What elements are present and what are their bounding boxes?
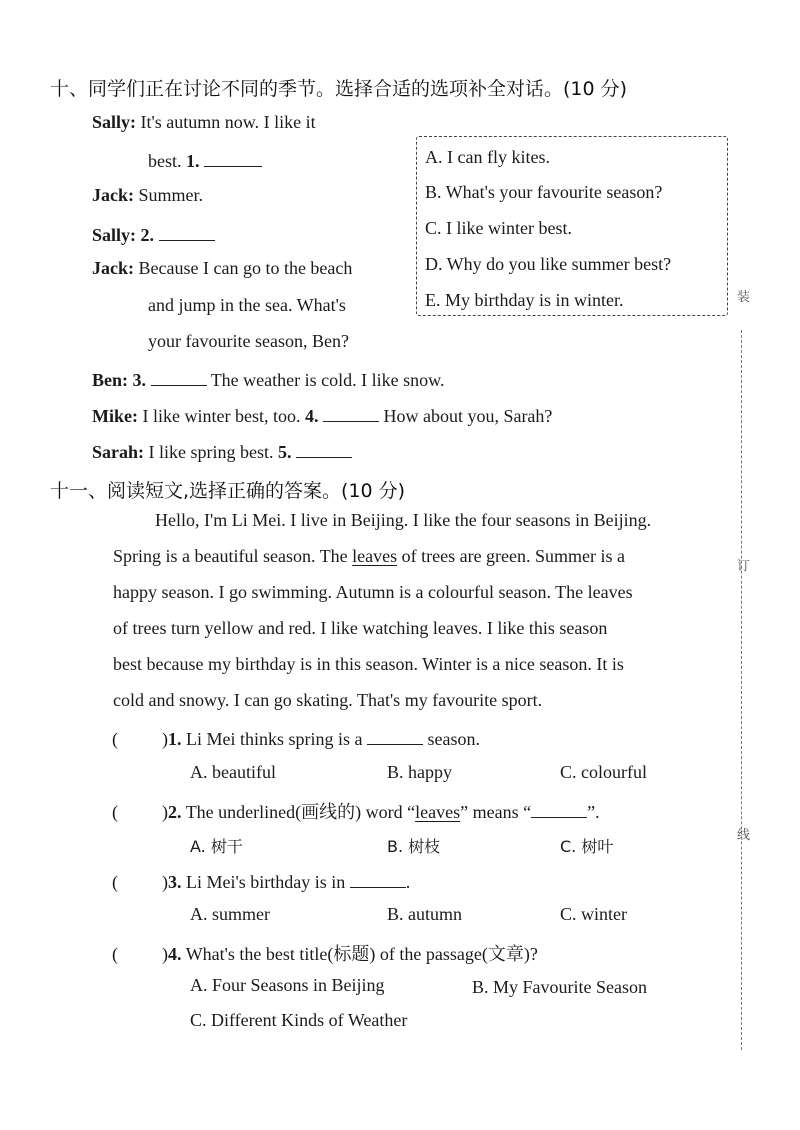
options-box (416, 136, 728, 316)
answer-paren-open[interactable]: ( (112, 944, 118, 964)
passage-line-1: Hello, I'm Li Mei. I live in Beijing. I like the four seasons in Beijing. (155, 510, 652, 530)
answer-paren-close: ) (162, 729, 168, 749)
option-d: D. Why do you like summer best? (425, 254, 672, 274)
dialogue-line-7: your favourite season, Ben? (148, 331, 349, 351)
question-blank (531, 799, 587, 818)
binding-mark-1: 装 (737, 290, 751, 305)
speaker: Mike: (92, 406, 138, 426)
speaker: Sally: (92, 225, 137, 245)
answer-paren-open[interactable]: ( (112, 802, 118, 822)
question-number: 1. (168, 729, 182, 749)
dialogue-line-6: and jump in the sea. What's (148, 295, 346, 315)
q3-choice-b[interactable]: B. autumn (387, 904, 462, 924)
answer-blank-4[interactable] (323, 403, 379, 422)
dialogue-line-2 (148, 148, 262, 172)
q1-choice-a[interactable]: A. beautiful (190, 762, 276, 782)
question-number: 2. (168, 802, 182, 822)
question-blank (367, 726, 423, 745)
answer-paren-close: ) (162, 802, 168, 822)
question-number: 3. (168, 872, 182, 892)
underlined-word: leaves (415, 802, 461, 822)
q1-choice-c[interactable]: C. colourful (560, 762, 647, 782)
binding-mark-2: 订 (737, 559, 751, 574)
passage-line-5: best because my birthday is in this season. Winter is a nice season. It is (113, 654, 624, 674)
dialogue-text: I like winter best, too. (142, 406, 301, 426)
question-text: Li Mei thinks spring is a (186, 729, 363, 749)
dialogue-text: The weather is cold. I like snow. (210, 370, 445, 390)
binding-line (741, 330, 742, 1050)
dialogue-text: best. (148, 151, 182, 171)
question-text: ” means “ (460, 802, 532, 822)
option-e: E. My birthday is in winter. (425, 290, 624, 310)
blank-number: 4. (304, 406, 319, 426)
passage-text: Spring is a beautiful season. The (113, 546, 353, 566)
answer-paren-open[interactable]: ( (112, 872, 118, 892)
answer-blank-1[interactable] (204, 148, 262, 167)
dialogue-line-8 (92, 367, 444, 391)
q4-choice-b[interactable]: B. My Favourite Season (472, 977, 647, 997)
answer-blank-3[interactable] (151, 367, 207, 386)
answer-blank-5[interactable] (296, 439, 352, 458)
passage-line-6: cold and snowy. I can go skating. That's my favourite sport. (113, 690, 543, 710)
dialogue-line-4 (92, 222, 215, 246)
question-blank (350, 869, 406, 888)
dialogue-line-5 (92, 258, 352, 279)
passage-line-3: happy season. I go swimming. Autumn is a colourful season. The leaves (113, 582, 633, 602)
answer-paren-open[interactable]: ( (112, 729, 118, 749)
question-number: 4. (168, 944, 182, 964)
option-b: B. What's your favourite season? (425, 182, 663, 202)
passage-text: of trees are green. Summer is a (397, 546, 626, 566)
dialogue-line-10 (92, 439, 352, 463)
speaker: Jack: (92, 258, 134, 278)
dialogue-text: Because I can go to the beach (138, 258, 353, 278)
dialogue-line-9 (92, 403, 552, 427)
answer-blank-2[interactable] (159, 222, 215, 241)
q4-choice-a[interactable]: A. Four Seasons in Beijing (190, 975, 385, 995)
q3-choice-c[interactable]: C. winter (560, 904, 627, 924)
dialogue-line-3 (92, 185, 203, 206)
section-10-title: 十、同学们正在讨论不同的季节。选择合适的选项补全对话。(10 分) (50, 78, 628, 100)
q4-choice-c[interactable]: C. Different Kinds of Weather (190, 1010, 408, 1030)
question-text: . (405, 872, 411, 892)
dialogue-text: Summer. (138, 185, 204, 205)
q3-choice-a[interactable]: A. summer (190, 904, 270, 924)
option-a: A. I can fly kites. (425, 147, 550, 167)
dialogue-line-1 (92, 112, 316, 133)
passage-line-4: of trees turn yellow and red. I like watching leaves. I like this season (113, 618, 608, 638)
passage-line-2 (113, 546, 625, 567)
question-1 (112, 726, 480, 750)
dialogue-text: It's autumn now. I like it (140, 112, 316, 132)
question-text: Li Mei's birthday is in (186, 872, 346, 892)
answer-paren-close: ) (162, 872, 168, 892)
q2-choice-c[interactable]: C. 树叶 (560, 837, 614, 856)
section-11-title: 十一、阅读短文,选择正确的答案。(10 分) (50, 480, 406, 502)
answer-paren-close: ) (162, 944, 168, 964)
question-text: ”. (587, 802, 600, 822)
speaker: Sally: (92, 112, 137, 132)
question-text: The underlined(画线的) word “ (185, 802, 416, 822)
q1-choice-b[interactable]: B. happy (387, 762, 452, 782)
question-text: season. (427, 729, 480, 749)
speaker: Sarah: (92, 442, 145, 462)
speaker: Jack: (92, 185, 134, 205)
binding-mark-3: 线 (737, 828, 751, 843)
dialogue-text: How about you, Sarah? (383, 406, 553, 426)
blank-number: 3. (132, 370, 146, 390)
question-2 (112, 798, 600, 824)
option-c: C. I like winter best. (425, 218, 572, 238)
underlined-word: leaves (352, 546, 398, 566)
q2-choice-a[interactable]: A. 树干 (190, 837, 243, 856)
dialogue-text: I like spring best. (148, 442, 274, 462)
question-text: What's the best title(标题) of the passage(文章)? (185, 944, 538, 964)
q2-choice-b[interactable]: B. 树枝 (387, 837, 441, 856)
blank-number: 2. (140, 225, 155, 245)
question-4 (112, 940, 538, 966)
blank-number: 5. (278, 442, 292, 462)
question-3 (112, 869, 410, 893)
speaker: Ben: (92, 370, 128, 390)
blank-number: 1. (186, 151, 200, 171)
